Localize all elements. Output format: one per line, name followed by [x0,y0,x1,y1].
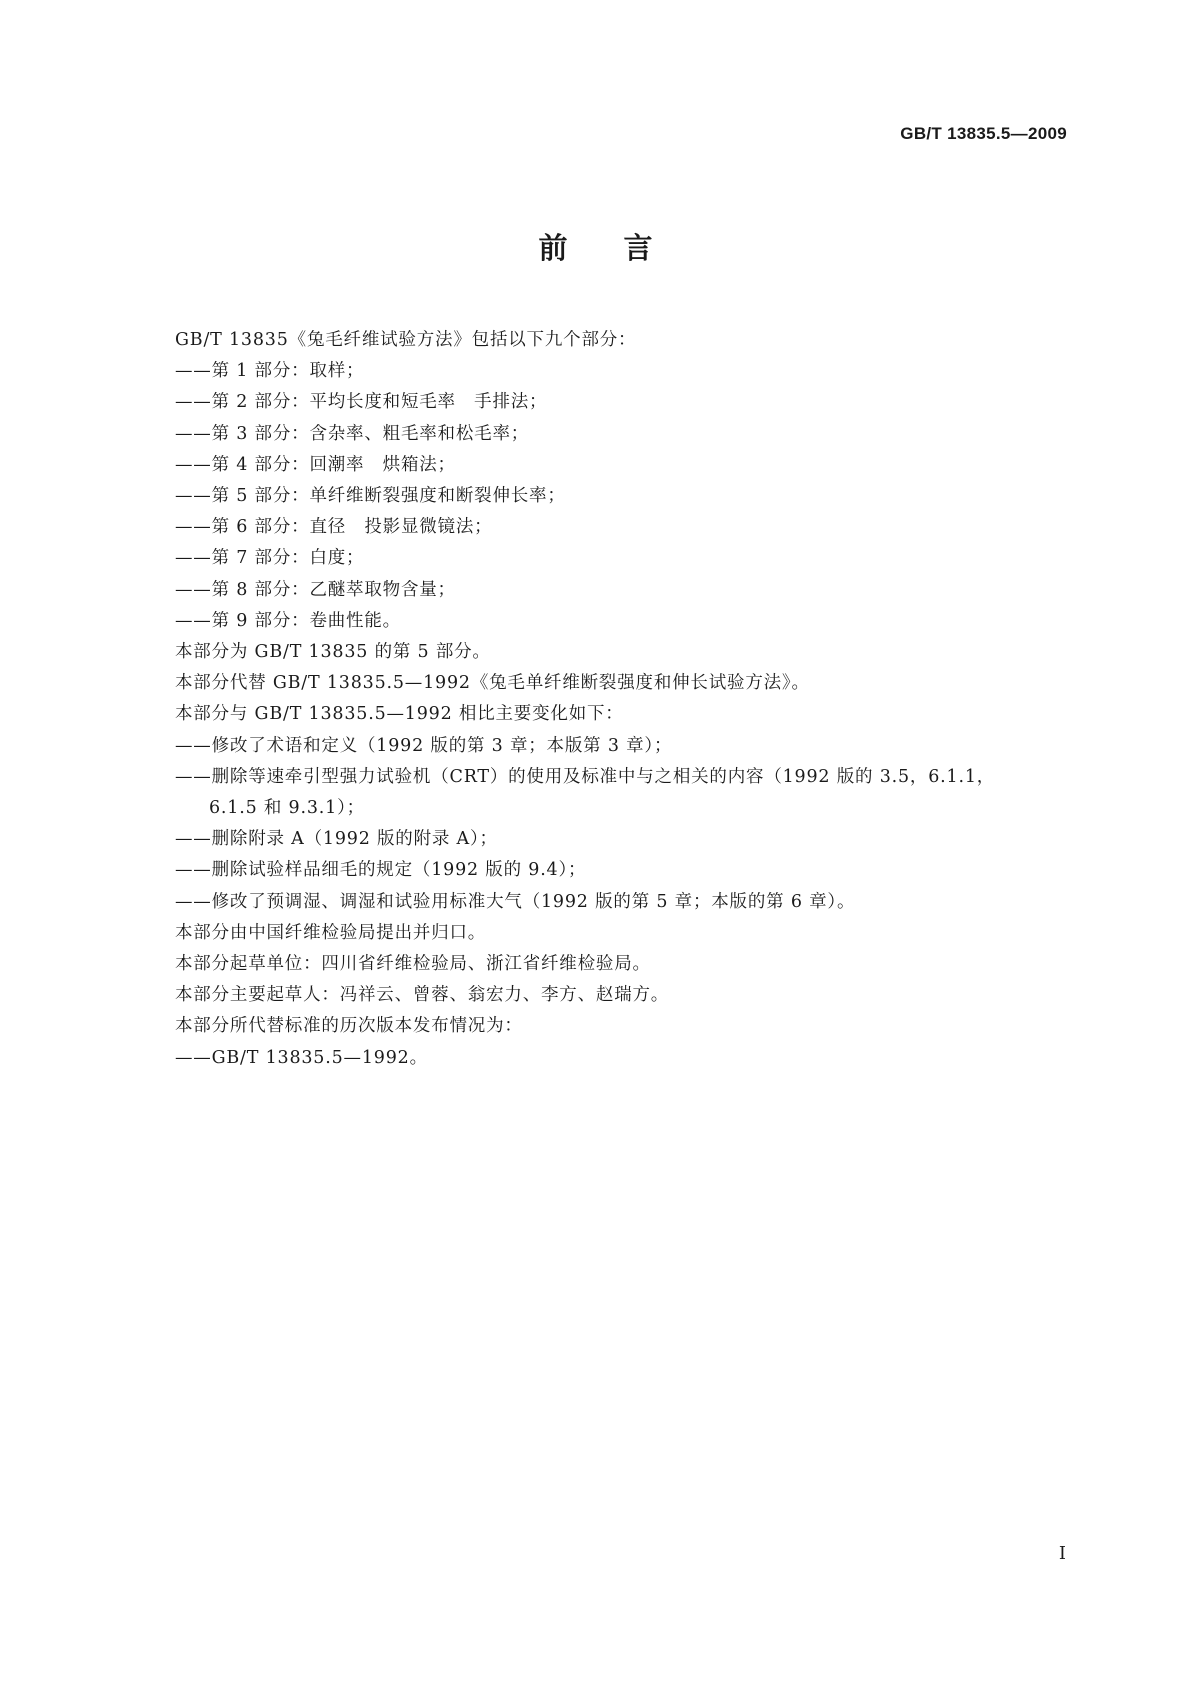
standard-code: GB/T 13835.5—2009 [900,124,1067,143]
page-title: 前言 [538,231,709,265]
body-line: 本部分与 GB/T 13835.5—1992 相比主要变化如下： [175,704,624,725]
list-item: ——修改了预调湿、调湿和试验用标准大气（1992 版的第 5 章；本版的第 6 章）。 [175,891,856,912]
body-line: 本部分主要起草人：冯祥云、曾蓉、翁宏力、李方、赵瑞方。 [175,985,670,1006]
list-item: ——删除等速牵引型强力试验机（CRT）的使用及标准中与之相关的内容（1992 版的 3.5，6.1.1， [175,766,996,787]
list-item: ——删除附录 A（1992 版的附录 A）； [175,829,498,850]
body-line: 本部分由中国纤维检验局提出并归口。 [175,922,487,943]
list-item: ——第 2 部分：平均长度和短毛率 手排法； [175,392,548,413]
list-item: ——第 8 部分：乙醚萃取物含量； [175,579,456,600]
list-item: ——删除试验样品细毛的规定（1992 版的 9.4）； [175,860,587,881]
body-line: 本部分起草单位：四川省纤维检验局、浙江省纤维检验局。 [175,954,651,975]
list-item: ——第 3 部分：含杂率、粗毛率和松毛率； [175,423,530,444]
list-item-continuation: 6.1.5 和 9.3.1）； [209,798,365,819]
body-line: 本部分为 GB/T 13835 的第 5 部分。 [175,642,491,663]
list-item: ——第 9 部分：卷曲性能。 [175,610,401,631]
body-line: 本部分所代替标准的历次版本发布情况为： [175,1016,523,1037]
list-item: ——第 1 部分：取样； [175,361,365,382]
body-line: GB/T 13835《兔毛纤维试验方法》包括以下九个部分： [175,330,637,350]
body-line: 本部分代替 GB/T 13835.5—1992《兔毛单纤维断裂强度和伸长试验方法》。 [175,673,810,694]
page-number: I [1058,1543,1066,1564]
list-item: ——GB/T 13835.5—1992。 [175,1047,428,1068]
preface-body [175,325,1075,1074]
list-item: ——第 7 部分：白度； [175,548,365,569]
list-item: ——第 6 部分：直径 投影显微镜法； [175,517,493,538]
list-item: ——第 4 部分：回潮率 烘箱法； [175,454,456,475]
list-item: ——修改了术语和定义（1992 版的第 3 章；本版第 3 章）； [175,735,673,756]
list-item: ——第 5 部分：单纤维断裂强度和断裂伸长率； [175,486,566,507]
